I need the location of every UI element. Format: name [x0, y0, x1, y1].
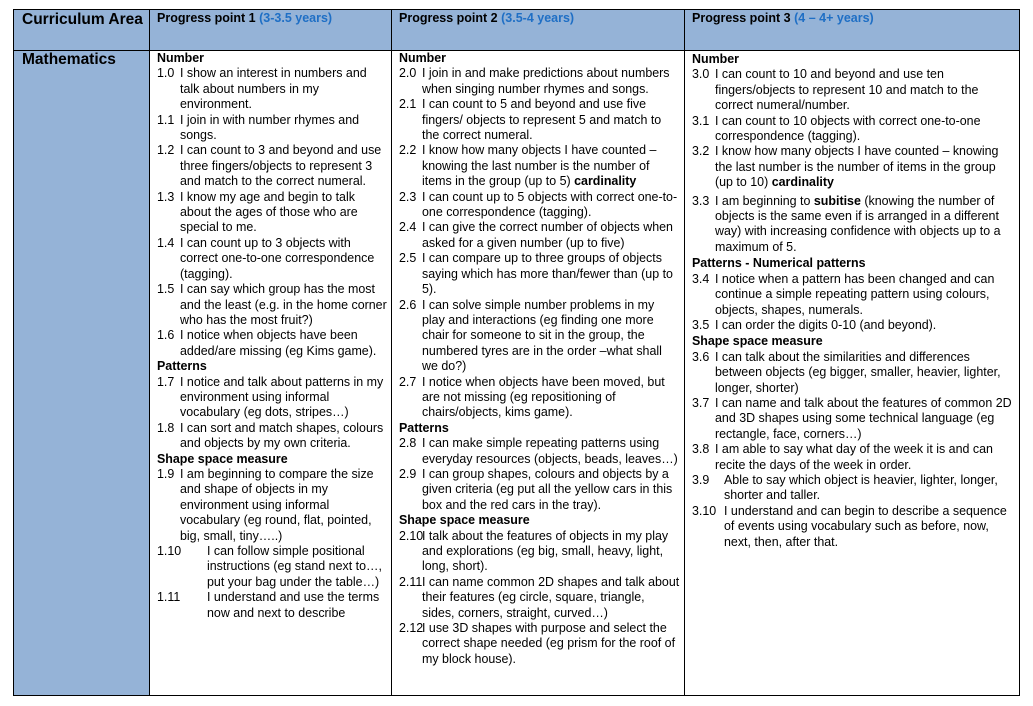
- list-item: 1.4 I can count up to 3 objects with correct one-to-one correspondence (tagging).: [157, 235, 375, 281]
- list-item: 1.9 I am beginning to compare the size and shape of objects in my environment using informal vocabulary (eg round, flat, pointed, big, small, tiny…..): [157, 466, 374, 543]
- progress-point-2-cell: [392, 51, 685, 696]
- progress-point-3-cell: [685, 51, 1020, 696]
- section-heading: Patterns: [157, 359, 207, 374]
- section-heading: Patterns: [399, 420, 449, 435]
- list-item: 1.2 I can count to 3 and beyond and use three fingers/objects to represent 3 and match to the correct numeral.: [157, 143, 382, 189]
- curriculum-area-header: Curriculum Area: [14, 10, 150, 51]
- list-item: 2.3 I can count up to 5 objects with correct one-to-one correspondence (tagging).: [399, 189, 678, 220]
- list-item: 1.1 I join in with number rhymes and songs.: [157, 112, 360, 143]
- list-item: 2.11 I can name common 2D shapes and talk about their features (eg circle, square, triangle, sides, corners, straight, curved…): [399, 574, 680, 620]
- section-heading: Number: [692, 52, 739, 66]
- section-heading: Patterns - Numerical patterns: [692, 256, 866, 271]
- list-item: 3.10 I understand and can begin to describe a sequence of events using vocabulary such as before, now, next, then, after that.: [692, 503, 1007, 549]
- list-item: 2.1 I can count to 5 and beyond and use five fingers/ objects to represent 5 and match to the correct numeral.: [399, 97, 662, 143]
- list-item: 1.6 I notice when objects have been added/are missing (eg Kims game).: [157, 328, 377, 358]
- list-item: 3.8 I am able to say what day of the week it is and can recite the days of the week in order.: [692, 442, 993, 472]
- list-item: 2.4 I can give the correct number of objects when asked for a given number (up to five): [399, 220, 673, 250]
- list-item: 1.8 I can sort and match shapes, colours and objects by my own criteria.: [157, 420, 384, 451]
- list-item: 3.6 I can talk about the similarities and differences between objects (eg bigger, smaller, heavier, lighter, longer, shorter): [692, 349, 1001, 395]
- list-item: 2.10 I talk about the features of objects in my play and explorations (eg big, small, heavy, light, long, short).: [399, 528, 669, 574]
- section-heading: Shape space measure: [692, 334, 823, 349]
- list-item: 2.7 I notice when objects have been moved, but are not missing (eg repositioning of chairs/objects, kims game).: [399, 374, 665, 420]
- progress-point-3-header: Progress point 3 (4 – 4+ years): [685, 10, 1020, 51]
- section-heading: Shape space measure: [157, 451, 288, 466]
- progress-point-2-header: Progress point 2 (3.5-4 years): [392, 10, 685, 51]
- list-item: 1.7 I notice and talk about patterns in my environment using informal vocabulary (eg dots, stripes…): [157, 374, 384, 420]
- list-item: 3.4 I notice when a pattern has been changed and can continue a simple repeating pattern using colours, objects, shapes, numerals.: [692, 271, 995, 317]
- section-heading: Shape space measure: [399, 513, 530, 528]
- list-item: 2.8 I can make simple repeating patterns using everyday resources (objects, beads, leaves…): [399, 436, 678, 466]
- list-item: 3.7 I can name and talk about the features of common 2D and 3D shapes using some technical language (eg rectangle, face, corners…): [692, 395, 1012, 441]
- section-heading: Number: [399, 51, 446, 65]
- list-item: 2.2 I know how many objects I have counted – knowing the last number is the number of items in the group (up to 5) cardinality: [399, 143, 657, 189]
- list-item: 3.2 I know how many objects I have counted – knowing the last number is the number of items in the group (up to 10) cardinality: [692, 144, 999, 190]
- list-item: 3.3 I am beginning to subitise (knowing the number of objects is the same even if is arranged in a different way) with increasing confidence with objects up to a maximum of 5.: [692, 193, 1001, 254]
- list-item: 2.5 I can compare up to three groups of objects saying which has more than/fewer than (up to 5).: [399, 251, 673, 297]
- progress-point-1-header: Progress point 1 (3-3.5 years): [150, 10, 392, 51]
- list-item: 2.9 I can group shapes, colours and objects by a given criteria (eg put all the yellow cars in this box and the red cars in the tray).: [399, 466, 673, 512]
- curriculum-table: [13, 9, 1020, 696]
- list-item: 1.3 I know my age and begin to talk about the ages of those who are special to me.: [157, 189, 358, 235]
- list-item: 3.0 I can count to 10 and beyond and use ten fingers/objects to represent 10 and match to the correct numeral/number.: [692, 67, 979, 113]
- list-item: 2.6 I can solve simple number problems in my play and interactions (eg finding one more chair for someone to sit in the group, the numbered tyres are in the order –what shall we do?): [399, 297, 662, 374]
- section-heading: Number: [157, 51, 204, 65]
- list-item: 3.5 I can order the digits 0-10 (and beyond).: [692, 317, 937, 332]
- list-item: 1.0 I show an interest in numbers and talk about numbers in my environment.: [157, 66, 367, 112]
- list-item: 3.9 Able to say which object is heavier, lighter, longer, shorter and taller.: [692, 472, 998, 503]
- mathematics-row: [14, 51, 1020, 696]
- list-item: 2.12 I use 3D shapes with purpose and select the correct shape needed (eg prism for the roof of my block house).: [399, 621, 676, 666]
- header-row: [14, 10, 1020, 51]
- area-name: Mathematics: [14, 51, 150, 696]
- list-item: 2.0 I join in and make predictions about numbers when singing number rhymes and songs.: [399, 66, 670, 96]
- list-item: 1.5 I can say which group has the most and the least (e.g. in the home corner who has the most fruit?): [157, 282, 387, 327]
- list-item: 3.1 I can count to 10 objects with correct one-to-one correspondence (tagging).: [692, 113, 981, 144]
- list-item: 1.11 I understand and use the terms now and next to describe: [157, 590, 380, 620]
- list-item: 1.10 I can follow simple positional instructions (eg stand next to…, put your bag under the table…): [157, 544, 382, 589]
- progress-point-1-cell: [150, 51, 392, 696]
